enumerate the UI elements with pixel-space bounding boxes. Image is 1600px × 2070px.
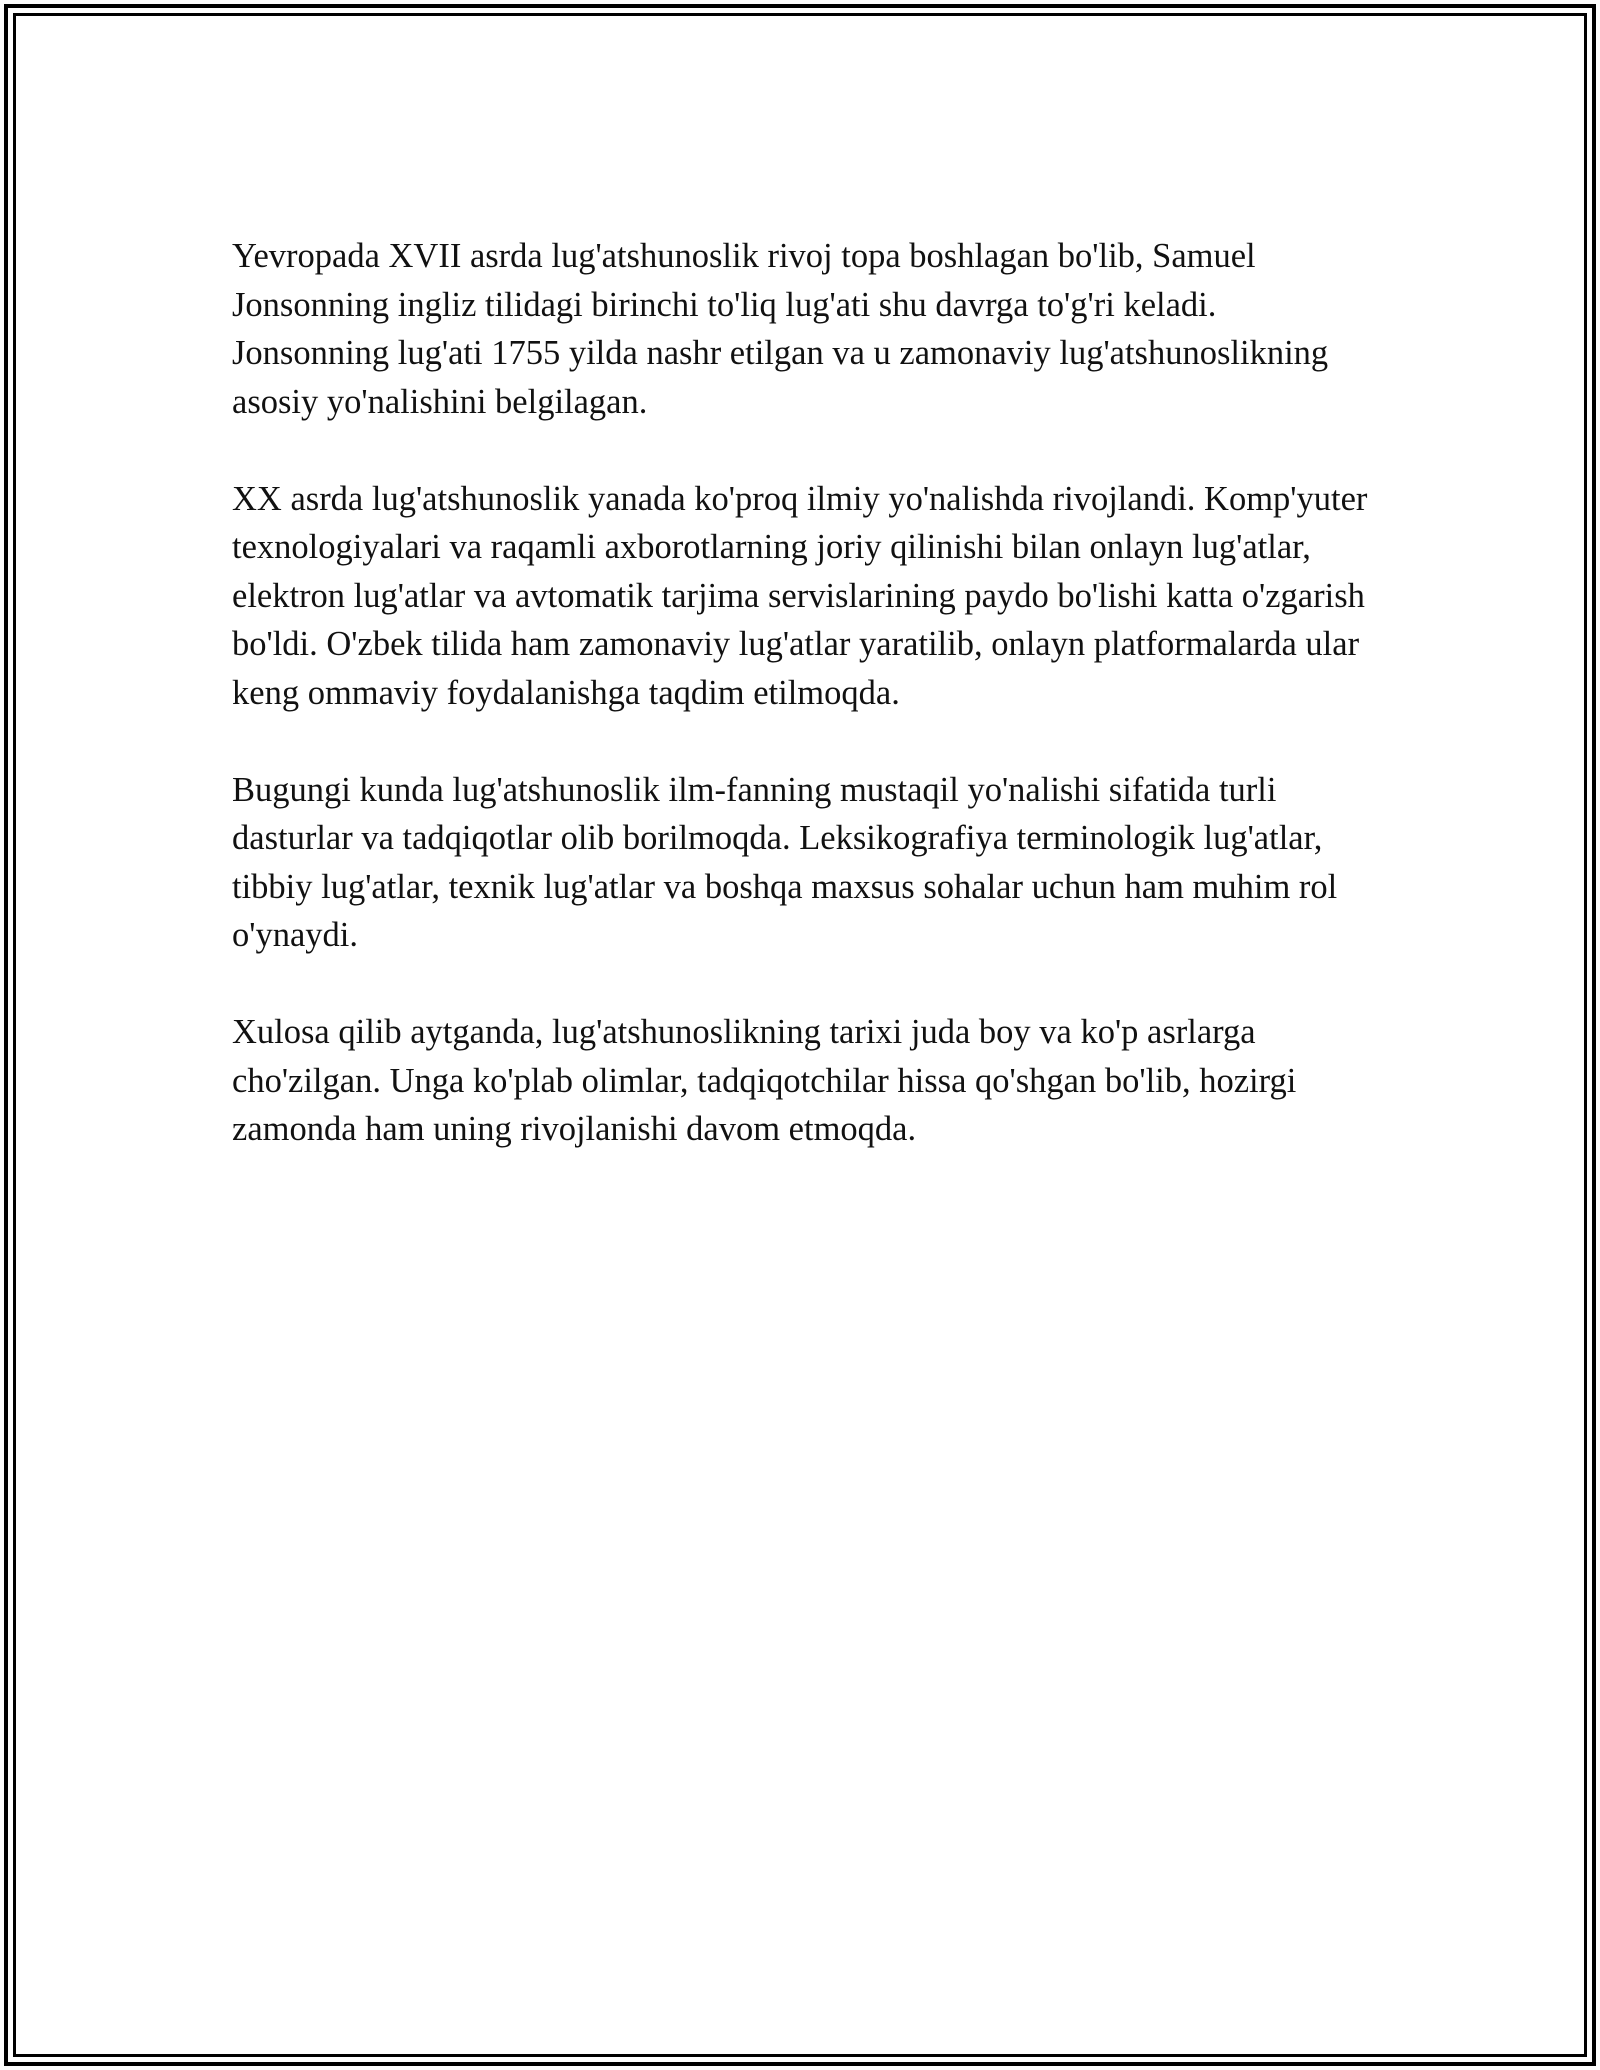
document-body xyxy=(232,232,1382,1154)
paragraph-4: Xulosa qilib aytganda, lug'atshunoslikning tarixi juda boy va ko'p asrlarga cho'zilgan. Unga ko'plab olimlar, tadqiqotchilar hissa qo'shgan bo'lib, hozirgi zamonda ham uning rivojlanishi davom etmoqda. xyxy=(232,1013,1297,1148)
paragraph-1: Yevropada XVII asrda lug'atshunoslik rivoj topa boshlagan bo'lib, Samuel Jonsonning ingliz tilidagi birinchi to'liq lug'ati shu davrga to'g'ri keladi. Jonsonning lug'ati 1755 yilda nashr etilgan va u zamonaviy lug'atshunoslikning asosiy yo'nalishini belgilagan. xyxy=(232,237,1329,421)
paragraph-2: XX asrda lug'atshunoslik yanada ko'proq ilmiy yo'nalishda rivojlandi. Komp'yuter texnologiyalari va raqamli axborotlarning joriy qilinishi bilan onlayn lug'atlar, elektron lug'atlar va avtomatik tarjima servislarining paydo bo'lishi katta o'zgarish bo'ldi. O'zbek tilida ham zamonaviy lug'atlar yaratilib, onlayn platformalarda ular keng ommaviy foydalanishga taqdim etilmoqda. xyxy=(232,479,1368,712)
paragraph-3: Bugungi kunda lug'atshunoslik ilm-fanning mustaqil yo'nalishi sifatida turli dasturlar va tadqiqotlar olib borilmoqda. Leksikografiya terminologik lug'atlar, tibbiy lug'atlar, texnik lug'atlar va boshqa maxsus sohalar uchun ham muhim rol o'ynaydi. xyxy=(232,770,1338,954)
